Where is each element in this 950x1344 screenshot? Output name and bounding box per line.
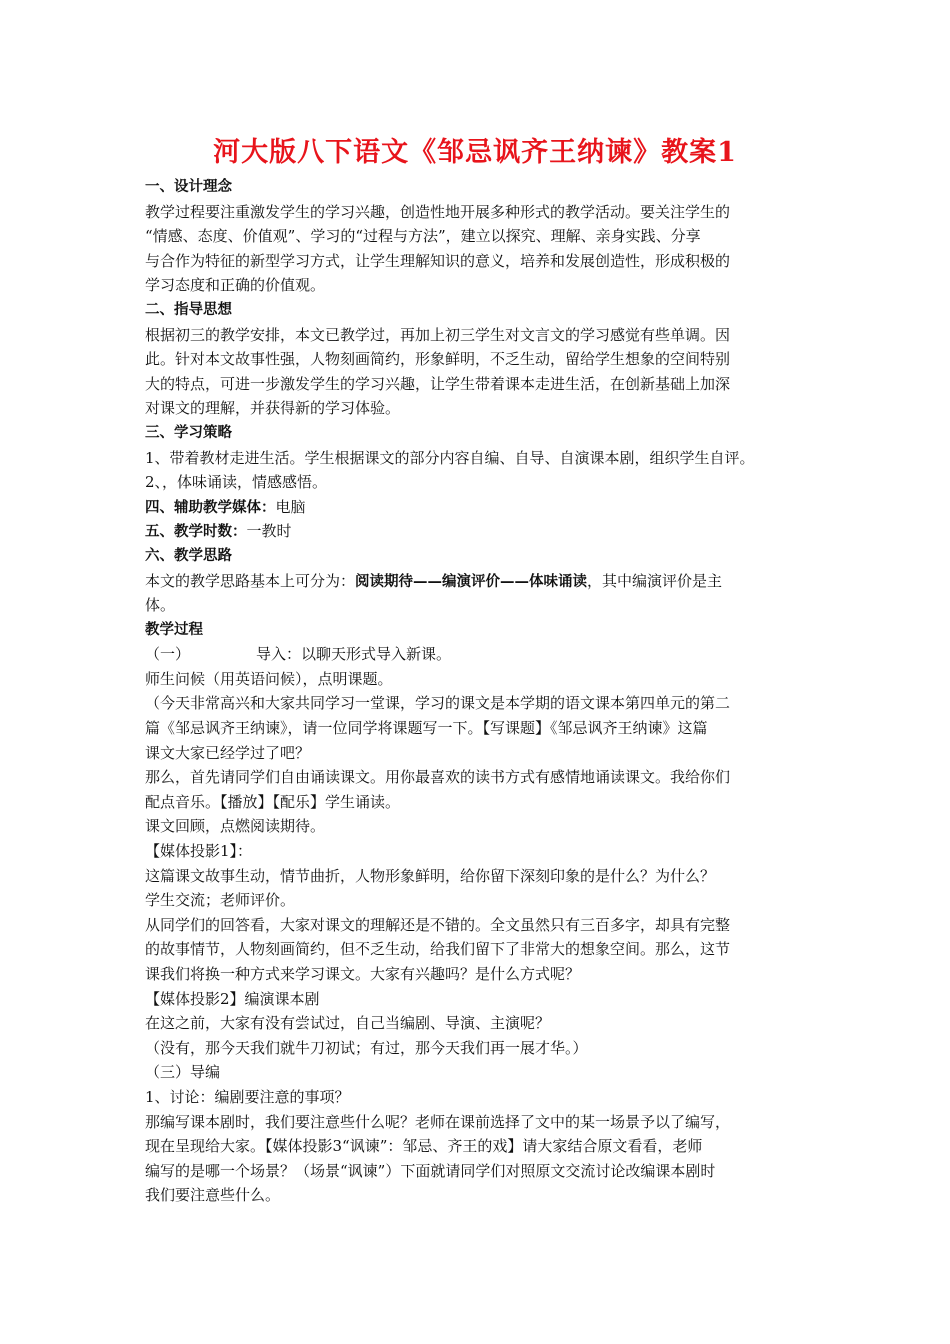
section-media: [145, 495, 825, 520]
section-hours: [145, 519, 825, 544]
section-heading-design-concept: 一、设计理念: [145, 179, 232, 195]
section-heading-guiding-ideas: 二、指导思想: [145, 301, 232, 318]
media-value: 电脑: [275, 497, 306, 516]
section-heading-learning-strategy: 三、学习策略: [145, 424, 232, 441]
hours-value: 一教时: [246, 522, 292, 541]
paragraph-line: [145, 569, 825, 594]
paragraph-line: [145, 642, 825, 667]
step-number: （一）: [145, 645, 191, 664]
section-heading-media: 四、辅助教学媒体：: [145, 499, 276, 516]
section-heading-teaching-process: 教学过程: [145, 621, 203, 638]
document-body: [145, 175, 825, 1208]
step-title: 导入：以聊天形式导入新课。: [256, 645, 452, 664]
paragraph-line: 编写的是哪一个场景？（场景“讽谏”）下面就请同学们对照原文交流讨论改编课本剧时: [145, 1161, 716, 1180]
text-span: 本文的教学思路基本上可分为：: [145, 571, 356, 590]
document-title: 河大版八下语文《邹忌讽齐王纳谏》教案1: [213, 137, 737, 168]
paragraph-line: 课文大家已经学过了吧？: [145, 743, 311, 762]
text-span: ，其中编演评价是主: [587, 571, 723, 590]
paragraph-line: 【媒体投影1】：: [145, 842, 253, 861]
paragraph-line: 根据初三的教学安排，本文已教学过，再加上初三学生对文言文的学习感觉有些单调。因: [145, 325, 731, 344]
section-heading-teaching-approach: 六、教学思路: [145, 547, 232, 564]
paragraph-line: （三）导编: [145, 1063, 221, 1082]
paragraph-line: 与合作为特征的新型学习方式，让学生理解知识的意义，培养和发展创造性，形成积极的: [145, 251, 731, 270]
paragraph-line: 对课文的理解，并获得新的学习体验。: [145, 399, 401, 418]
approach-emphasis: 阅读期待——编演评价——体味诵读: [355, 573, 588, 590]
section-heading-hours: 五、教学时数：: [145, 524, 247, 541]
paragraph-line: 教学过程要注重激发学生的学习兴趣，创造性地开展多种形式的教学活动。要关注学生的: [145, 202, 731, 221]
paragraph-line: 配点音乐。【播放】【配乐】学生诵读。: [145, 792, 401, 811]
paragraph-line: 【媒体投影2】编演课本剧: [145, 989, 320, 1008]
paragraph-line: 学习态度和正确的价值观。: [145, 276, 326, 295]
paragraph-line: （没有，那今天我们就牛刀初试；有过，那今天我们再一展才华。）: [145, 1038, 588, 1057]
paragraph-line: 的故事情节，人物刻画简约，但不乏生动，给我们留下了非常大的想象空间。那么，这节: [145, 940, 731, 959]
paragraph-line: 那么，首先请同学们自由诵读课文。用你最喜欢的读书方式有感情地诵读课文。我给你们: [145, 768, 731, 787]
paragraph-line: “情感、态度、价值观”、学习的“过程与方法”，建立以探究、理解、亲身实践、分享: [145, 227, 701, 246]
paragraph-line: 现在呈现给大家。【媒体投影3“讽谏”：邹忌、齐王的戏】请大家结合原文看看，老师: [145, 1137, 703, 1156]
paragraph-line: 课我们将换一种方式来学习课文。大家有兴趣吗？是什么方式呢？: [145, 965, 581, 983]
paragraph-line: 在这之前，大家有没有尝试过，自己当编剧、导演、主演呢？: [145, 1014, 551, 1033]
paragraph-line: 师生问候（用英语问候），点明课题。: [145, 669, 393, 688]
list-item: 2、，体味诵读，情感感悟。: [145, 473, 328, 492]
paragraph-line: 课文回顾，点燃阅读期待。: [145, 817, 326, 836]
paragraph-line: 此。针对本文故事性强，人物刻画简约，形象鲜明，不乏生动，留给学生想象的空间特别: [145, 350, 731, 369]
paragraph-line: 从同学们的回答看，大家对课文的理解还是不错的。全文虽然只有三百多字，却具有完整: [145, 915, 731, 934]
paragraph-line: 我们要注意些什么。: [145, 1186, 281, 1205]
paragraph-line: 体。: [145, 596, 176, 615]
paragraph-line: 篇《邹忌讽齐王纳谏》，请一位同学将课题写一下。【写课题】《邹忌讽齐王纳谏》这篇: [145, 719, 708, 738]
list-item: 1、带着教材走进生活。学生根据课文的部分内容自编、自导、自演课本剧，组织学生自评。: [145, 448, 755, 467]
paragraph-line: （今天非常高兴和大家共同学习一堂课，学习的课文是本学期的语文课本第四单元的第二: [145, 694, 731, 713]
paragraph-line: 大的特点，可进一步激发学生的学习兴趣，让学生带着课本走进生活，在创新基础上加深: [145, 374, 731, 393]
paragraph-line: 1、讨论：编剧要注意的事项？: [145, 1087, 350, 1106]
paragraph-line: 学生交流；老师评价。: [145, 891, 296, 910]
paragraph-line: 那编写课本剧时，我们要注意些什么呢？老师在课前选择了文中的某一场景予以了编写，: [145, 1112, 731, 1131]
paragraph-line: 这篇课文故事生动，情节曲折，人物形象鲜明，给你留下深刻印象的是什么？为什么？: [145, 866, 716, 885]
